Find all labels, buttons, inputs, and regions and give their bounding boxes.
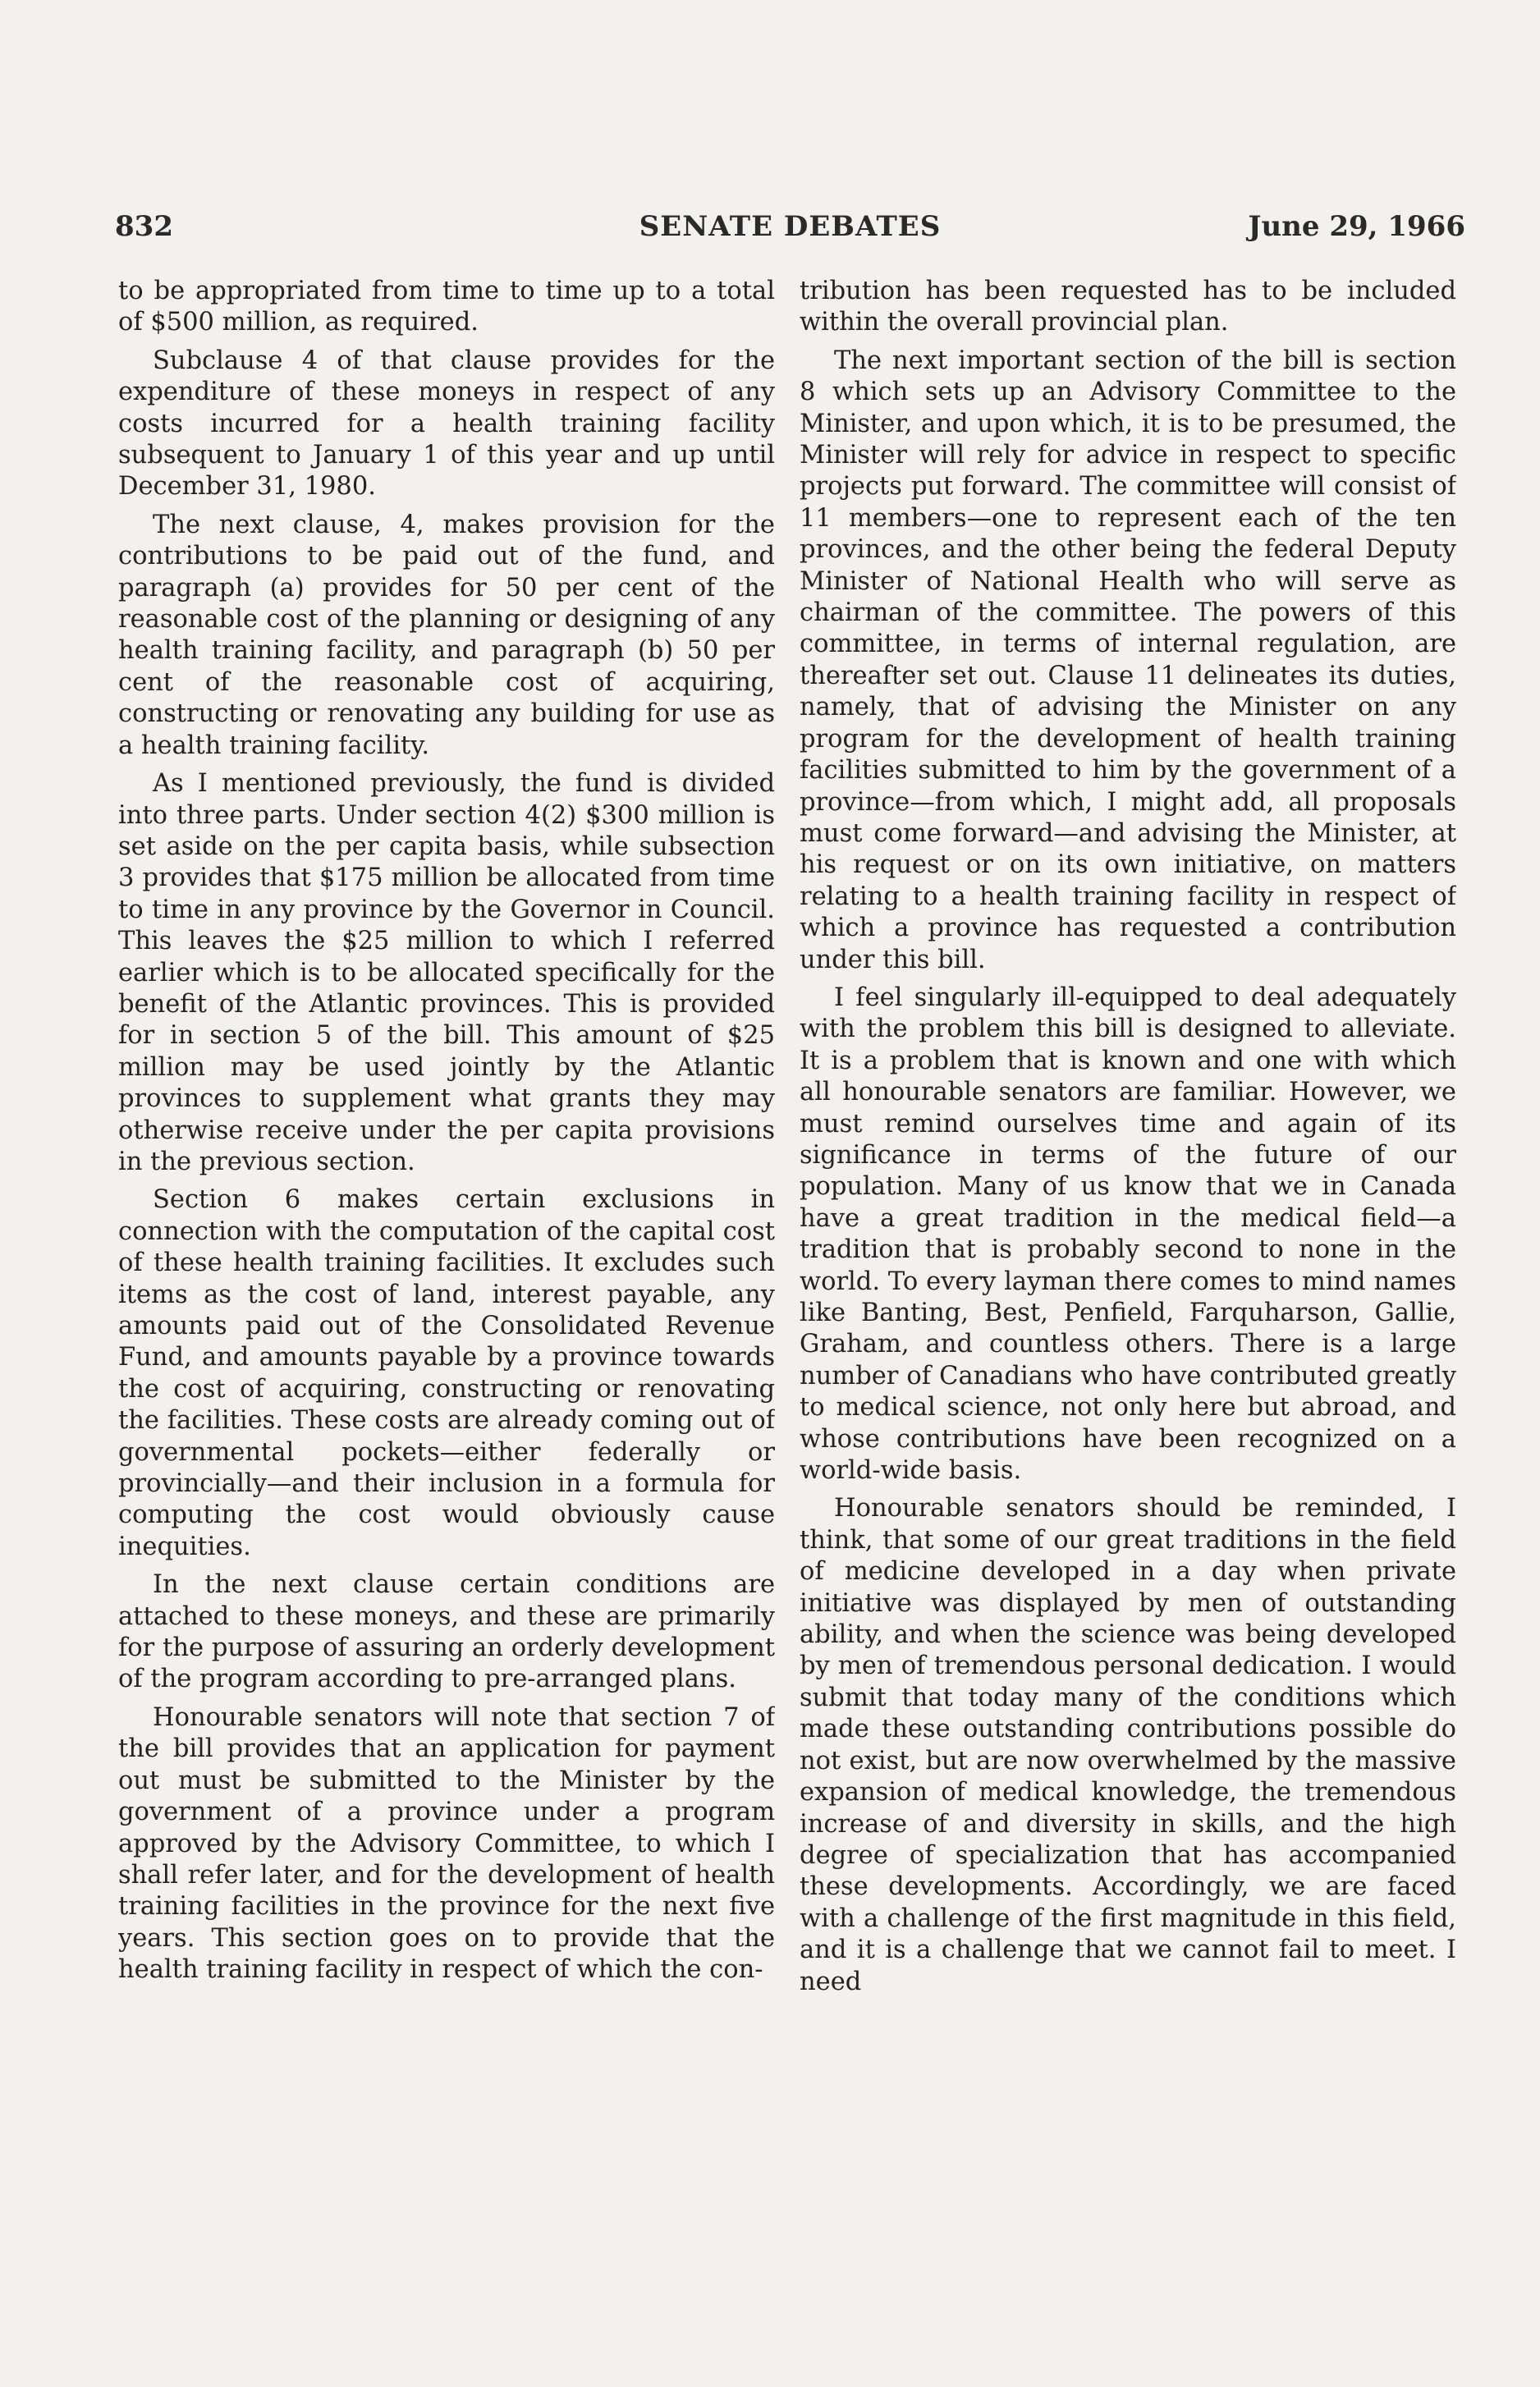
left-column	[118, 276, 775, 2164]
paragraph: to be appropriated from time to time up to a total of $500 million, as required.	[118, 277, 775, 337]
paragraph: tribution has been requested has to be included within the overall provincial plan.	[800, 277, 1456, 337]
publication-title: SENATE DEBATES	[639, 210, 942, 243]
paragraph: Subclause 4 of that clause provides for the expenditure of these moneys in respect of any costs incurred for a health training facility subsequent to January 1 of this year and up until December 31, 1980.	[118, 346, 775, 502]
paragraph: The next important section of the bill is section 8 which sets up an Advisory Committee to the Minister, and upon which, it is to be presumed, the Minister will rely for advice in respect to specific projects put forward. The committee will consist of 11 members—one to represent each of the ten provinces, and the other being the federal Deputy Minister of National Health who will serve as chairman of the committee. The powers of this committee, in terms of internal regulation, are thereafter set out. Clause 11 delineates its duties, namely, that of advising the Minister on any program for the development of health training facilities submitted to him by the government of a province—from which, I might add, all proposals must come forward—and advising the Minister, at his request or on its own initiative, on matters relating to a health training facility in respect of which a province has requested a contribution under this bill.	[800, 346, 1456, 974]
right-column	[800, 276, 1456, 2164]
paragraph: Section 6 makes certain exclusions in connection with the computation of the capital cost of these health training facilities. It excludes such items as the cost of land, interest payable, any amounts paid out of the Consolidated Revenue Fund, and amounts payable by a province towards the cost of acquiring, constructing or renovating the facilities. These costs are already coming out of governmental pockets—either federally or provincially—and their inclusion in a formula for computing the cost would obviously cause inequities.	[118, 1185, 775, 1561]
publication-date: June 29, 1966	[1248, 210, 1465, 243]
page-header	[115, 210, 1465, 251]
paragraph: As I mentioned previously, the fund is divided into three parts. Under section 4(2) $300 million is set aside on the per capita basis, while subsection 3 provides that $175 million be allocated from time to time in any province by the Governor in Council. This leaves the $25 million to which I referred earlier which is to be allocated specifically for the benefit of the Atlantic provinces. This is provided for in section 5 of the bill. This amount of $25 million may be used jointly by the Atlantic provinces to supplement what grants they may otherwise receive under the per capita provisions in the previous section.	[118, 769, 775, 1176]
paragraph: Honourable senators will note that section 7 of the bill provides that an application for payment out must be submitted to the Minister by the government of a province under a program approved by the Advisory Committee, to which I shall refer later, and for the development of health training facilities in the province for the next five years. This section goes on to provide that the health training facility in respect of which the con-	[118, 1702, 775, 1985]
paragraph: Honourable senators should be reminded, I think, that some of our great traditions in the field of medicine developed in a day when private initiative was displayed by men of outstanding ability, and when the science was being developed by men of tremendous personal dedication. I would submit that today many of the conditions which made these outstanding contributions possible do not exist, but are now overwhelmed by the massive expansion of medical knowledge, the tremendous increase of and diversity in skills, and the high degree of specialization that has accompanied these developments. Accordingly, we are faced with a challenge of the first magnitude in this field, and it is a challenge that we cannot fail to meet. I need	[800, 1494, 1456, 1996]
paragraph: The next clause, 4, makes provision for the contributions to be paid out of the fund, and paragraph (a) provides for 50 per cent of the reasonable cost of the planning or designing of any health training facility, and paragraph (b) 50 per cent of the reasonable cost of acquiring, constructing or renovating any building for use as a health training facility.	[118, 510, 775, 760]
paragraph: In the next clause certain conditions are attached to these moneys, and these are primarily for the purpose of assuring an orderly development of the program according to pre-arranged plans.	[118, 1570, 775, 1694]
page-number: 832	[115, 210, 173, 243]
paragraph: I feel singularly ill-equipped to deal adequately with the problem this bill is designed to alleviate. It is a problem that is known and one with which all honourable senators are familiar. However, we must remind ourselves time and again of its significance in terms of the future of our population. Many of us know that we in Canada have a great tradition in the medical field—a tradition that is probably second to none in the world. To every layman there comes to mind names like Banting, Best, Penfield, Farquharson, Gallie, Graham, and countless others. There is a large number of Canadians who have contributed greatly to medical science, not only here but abroad, and whose contributions have been recognized on a world-wide basis.	[800, 983, 1456, 1486]
